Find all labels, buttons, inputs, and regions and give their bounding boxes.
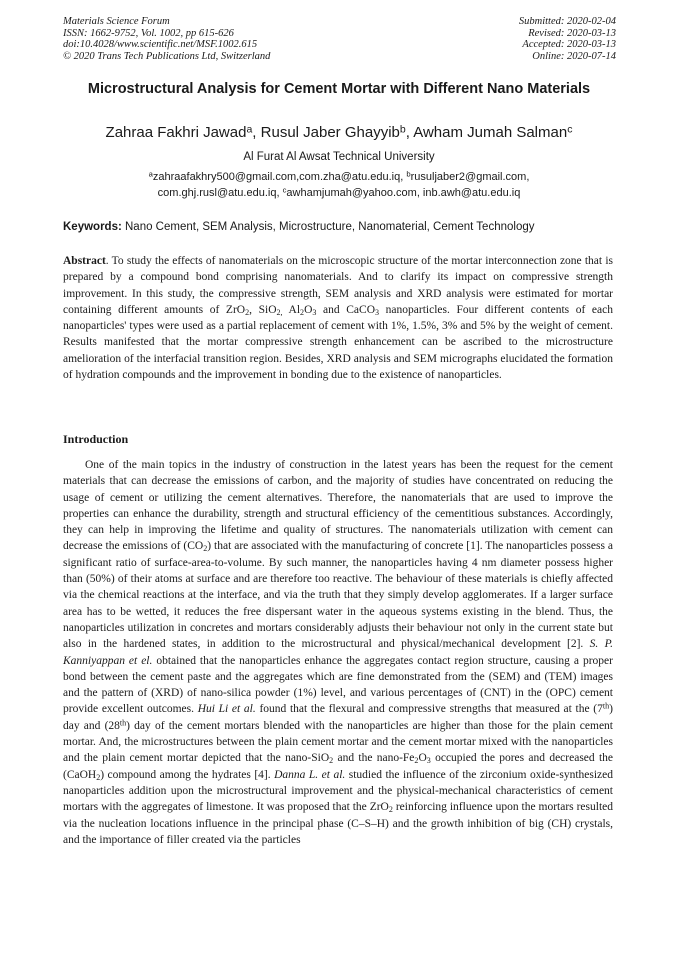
body-text: ) day and (28 (63, 703, 613, 732)
cited-author: Danna L. et al. (274, 768, 346, 781)
doi-line: doi:10.4028/www.scientific.net/MSF.1002.615 (63, 39, 258, 51)
body-text: ) that are associated with the manufacturing of concrete [1]. The nanoparticles possess a significant ratio of surface-area-to-volume. By such manner, the nanoparticles having 4 nm diameter possess higher than (50%) of their atoms at surface and are therefore too reactive. The behaviour of these materials is chiefly affected via the chemical reactions at the interface, and via the truth that they simply develop agglomerates. If a larger surface area has to be wetted, it reduces the free dispersant water in the aqueous systems existing in the blend. Thus, the nanoparticles utilization in concretes and mortars considerably adjusts their behaviour not only in the current state but also in the hardened states, in addition to the microstructural and physical/mechanical development [2]. (63, 540, 613, 651)
issn-line: ISSN: 1662-9752, Vol. 1002, pp 615-626 (63, 27, 234, 39)
keywords-line (63, 220, 623, 234)
superscript: th (119, 718, 127, 728)
author-name: Zahraa Fakhri Jawad (105, 124, 247, 141)
cited-author: Hui Li et al. (197, 703, 256, 716)
body-text: ) day of the cement mortars blended with the nanoparticles are higher than those for the plain cement mortar. And, the microstructures between the plain cement mortar and the cement mortar mixed with the nanoparticles and the plain cement mortar depicted that the nano-SiO (63, 719, 613, 765)
subscript: 3 (426, 756, 431, 766)
subscript: 3 (375, 307, 380, 317)
body-text: studied the influence of the zirconium oxide-synthesized nanoparticles addition upon the microstructural improvement and the physical-mechanical characteristics of cement mortars with the aggregates of limestone. It was proposed that the ZrO (63, 768, 613, 814)
body-text: and the nano-Fe (333, 752, 415, 765)
abstract-text: O (304, 303, 313, 316)
subscript: 2 (300, 307, 305, 317)
section-heading-introduction: Introduction (63, 432, 129, 446)
author-separator: , (252, 124, 261, 141)
email-address[interactable]: zahraafakhry500@gmail.com,com.zha@atu.edu.iq, (152, 171, 407, 183)
revised-date: Revised: 2020-03-13 (528, 27, 616, 39)
abstract-paragraph (63, 253, 613, 383)
body-text: obtained that the nanoparticles enhance the aggregates contact region structure, causing a proper bond between the cement paste and the aggregates which are fine demonstrated from the (SEM) and (TEM) images and the pattern of (XRD) of nano-silica powder (1%) level, and various percentages of (CNT) in the (OPC) cement provide excellent outcomes. (63, 654, 613, 716)
affiliation: Al Furat Al Awsat Technical University (243, 151, 435, 163)
abstract-label: Abstract (63, 255, 106, 267)
abstract-text: nanoparticles. Four different contents of each nanoparticles' types were used as a partial replacement of cement with 1%, 1.5%, 3% and 5% by the weight of cement. Results manifested that the mortar compressive strength enhancement can be ascribed to the microstructure amelioration of the interfacial transition region. Besides, XRD analysis and SEM micrographs elucidated the formation of hydration compounds and the improvement in bonding due to the existence of nanoparticles. (63, 303, 613, 382)
author-list (40, 124, 638, 142)
cited-author: S. P. Kanniyappan et el. (63, 638, 613, 667)
superscript: th (602, 701, 610, 711)
author-name: Rusul Jaber Ghayyib (260, 124, 400, 141)
author-mark: a (246, 123, 253, 136)
email-address[interactable]: awhamjumah@yahoo.com, inb.awh@atu.edu.iq (286, 186, 521, 199)
email-mark: b (406, 169, 411, 179)
author-separator: , (405, 124, 414, 141)
abstract-text: . To study the effects of nanomaterials on the microscopic structure of the mortar interconnection zone that is prepared by a compound bond comprising nanomaterials. And to clarify its impact on compressive strength improvement. In this study, the compressive strength, SEM analysis and XRD analysis were estimated for mortar containing different amounts of ZrO (63, 255, 613, 316)
online-date: Online: 2020-07-14 (532, 50, 616, 62)
email-mark: c (282, 185, 287, 195)
introduction-paragraph (63, 457, 613, 848)
body-text: ) compound among the hydrates [4]. (100, 768, 275, 781)
author-mark: c (567, 123, 573, 136)
body-text: One of the main topics in the industry of construction in the latest years has been the request for the cement materials that can decrease the emissions of carbon, and the majority of studies have concentrated on reducing the usage of cement or utilizing the cement alternatives. Therefore, the nanomaterials that are used to improve the properties can enhance the durability, strength and structural efficiency of the cementitious substances. Accordingly, they can help in improving the lifetime and quality of structures. The nanomaterials utilization with cement can decrease the emissions of (CO (63, 459, 613, 553)
publication-dates (519, 16, 616, 62)
body-text: occupied the pores and decreased the (CaOH (63, 752, 613, 781)
email-address[interactable]: com.ghj.rusl@atu.edu.iq, (157, 186, 283, 199)
keywords-label: Keywords: (63, 221, 122, 233)
body-text: O (418, 752, 427, 765)
copyright-line: © 2020 Trans Tech Publications Ltd, Switzerland (63, 50, 271, 62)
subscript: 2 (414, 756, 419, 766)
subscript: 2 (245, 307, 250, 317)
journal-info (63, 16, 270, 62)
body-text: found that the flexural and compressive strengths that measured at the (7 (255, 703, 603, 716)
subscript: 2 (203, 544, 208, 554)
subscript: 2 (96, 772, 101, 782)
email-address[interactable]: rusuljaber2@gmail.com, (410, 171, 530, 183)
accepted-date: Accepted: 2020-03-13 (522, 39, 616, 51)
subscript: 2, (276, 307, 283, 317)
email-mark: a (148, 169, 153, 179)
subscript: 2 (329, 756, 334, 766)
abstract-text: , SiO (249, 303, 277, 316)
email-block (60, 170, 618, 201)
keywords-text: Nano Cement, SEM Analysis, Microstructure, Nanomaterial, Cement Technology (121, 221, 535, 233)
email-line-2 (60, 186, 618, 202)
journal-name: Materials Science Forum (63, 16, 170, 27)
paper-title: Microstructural Analysis for Cement Mortar with Different Nano Materials (87, 81, 591, 97)
author-name: Awham Jumah Salman (413, 124, 568, 141)
email-line-1 (60, 170, 618, 186)
submitted-date: Submitted: 2020-02-04 (518, 16, 616, 27)
subscript: 2 (388, 805, 393, 815)
author-mark: b (399, 123, 406, 136)
subscript: 3 (312, 307, 317, 317)
abstract-text: Al (282, 303, 301, 316)
abstract-text: and CaCO (316, 303, 376, 316)
body-text: reinforcing influence upon the mortars resulted via the nucleation locations influence in the principal phase (C–S–H) and the growth inhibition of big (CH) crystals, and the importance of filler created via the particles (63, 801, 614, 846)
